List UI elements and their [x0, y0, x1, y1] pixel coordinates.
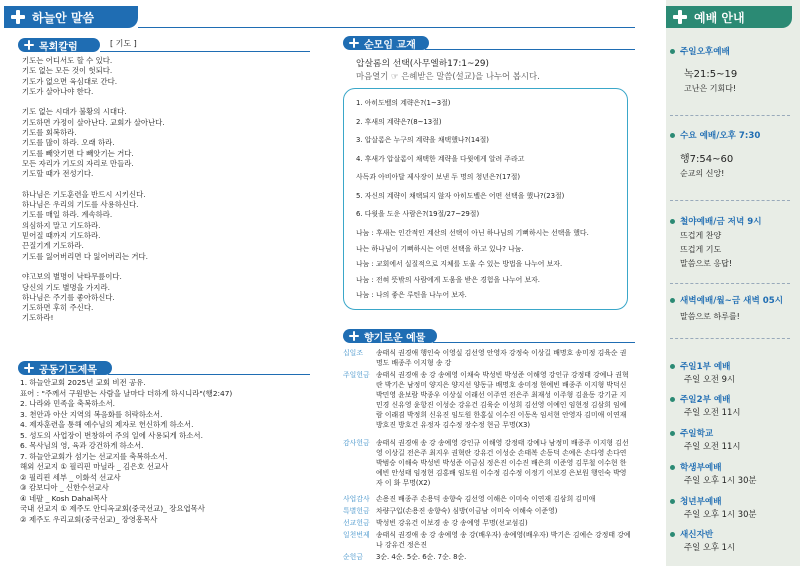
schedule-time: 주일 오후 1시 30분 — [684, 475, 757, 485]
prayer-item: ④ 네팔 _ Kosh Dahal목사 — [20, 493, 108, 503]
column-line: 하나님은 기도훈련을 반드시 시키신다. — [22, 189, 146, 199]
column-body — [22, 56, 165, 324]
service-text: 뜨겁게 찬양 — [680, 231, 722, 240]
column-line: 끈질기게 기도하라. — [22, 241, 84, 251]
plus-icon — [349, 331, 359, 341]
schedule-time: 주일 오후 1시 — [684, 542, 736, 552]
divider — [670, 200, 790, 201]
divider — [670, 115, 790, 116]
plus-icon — [349, 38, 359, 48]
plus-icon — [24, 40, 34, 50]
schedule-time: 주일 오전 9시 — [684, 374, 736, 384]
question-list — [356, 98, 564, 228]
service-text: 고난은 기회다! — [684, 84, 737, 93]
schedule-heading: 주일학교 — [670, 427, 713, 439]
offering-heading-label: 향기로운 예물 — [364, 332, 426, 344]
prayer-heading — [18, 361, 112, 375]
prayer-item: 국내 선교지 ① 제주도 안디옥교회(중국선교)_ 장요엽목사 — [20, 504, 205, 513]
column-line — [22, 262, 165, 272]
plus-icon — [24, 363, 34, 373]
question-item: 사독과 아비아달 제사장이 보낸 두 명의 청년은?(17절) — [356, 173, 521, 181]
sharing-list — [356, 228, 589, 306]
prayer-item: ② 필리핀 세부 _ 이화석 선교사 — [20, 472, 121, 482]
study-title: 압살롬의 선택(사무엘하17:1~29) — [356, 59, 489, 69]
header-rule — [138, 27, 635, 28]
offering-label: 감사헌금 — [343, 439, 370, 447]
service-heading: 새벽예배/월~금 새벽 05시 — [670, 294, 783, 306]
prayer-item: 해외 선교지 ① 필리핀 마닐라 _ 김은호 선교사 — [20, 462, 169, 471]
offering-names: 송태식 권경애 송 강 송예영 이채숙 박성빈 박성준 이해영 강인규 강정태 강예나 권혁란 박기은 남정미 양지은 양지선 양동규 배명호 송미정 한예빈 배종주 이지형 박덕신 박민영 윤보람 박종우 이상실 이래선 이주연 전은주 최재성 이주형 김윤동 강기균 지민경 신유영 윤항진 이성순 강유건 김육순 이성희 김선영 이예인 임현정 김삼희 임예람 이래겸 박정희 신유진 임도원 한홍실 이수진 이동옥 임서현 안영자 김미애 이연재 방호진 방호건 유정자 김수정 장수정 현금 무명(X3) — [376, 371, 629, 429]
column-heading — [18, 38, 100, 52]
offering-names: 손용진 배종주 손용덕 송향숙 김선영 이해은 이미숙 이연재 김삼희 김미애 — [376, 495, 596, 503]
section-title: 하늘안 말씀 — [32, 10, 95, 25]
schedule-time: 주일 오후 1시 30분 — [684, 509, 757, 519]
service-text: 말씀으로 하루를! — [680, 312, 740, 321]
column-line: 기도가 없으면 육심대로 간다. — [22, 76, 118, 86]
column-line — [22, 180, 165, 190]
schedule-time: 주일 오전 11시 — [684, 441, 741, 451]
prayer-item: ② 제주도 우리교회(중국선교)_ 장영흥목사 — [20, 514, 158, 524]
column-line: 기도를 잃어버리면 다 잃어버리는 거다. — [22, 251, 148, 261]
study-rule — [425, 49, 635, 50]
sharing-item: 나눔 : 후새는 인간적인 계산의 선택이 아닌 하나님의 기뻐하시는 선택을 했다. — [356, 229, 589, 237]
offering-label: 선교헌금 — [343, 519, 370, 527]
service-heading: 주일오후예배 — [670, 45, 730, 57]
service-text: 순교의 신앙! — [680, 169, 725, 178]
column-line: 기도는 어디서도 할 수 있다. — [22, 56, 113, 65]
column-line: 기도 없는 시대가 불황의 시대다. — [22, 107, 127, 117]
service-heading: 수요 예배/오후 7:30 — [670, 129, 760, 141]
study-subtitle: 마음열기 ☞ 은혜받은 말씀(설교)을 나누어 봅시다. — [356, 71, 540, 81]
bullet-icon — [670, 465, 675, 470]
prayer-item: 표어 : "주께서 구원받는 사람을 날마다 더하게 하시니라"(행2:47) — [20, 388, 233, 398]
question-item: 4. 후새가 압살롬이 채택한 계략을 다윗에게 알려 주라고 — [356, 154, 525, 163]
prayer-item: 1. 하늘안교회 2025년 교회 비전 공유. — [20, 378, 146, 387]
column-line: 하나님은 우리의 기도를 사용하신다. — [22, 200, 139, 210]
sharing-item: 나는 하나님이 기뻐하시는 어떤 선택을 하고 있나? 나눔. — [356, 244, 524, 253]
column-line: 모든 자리가 기도의 자리로 만들라. — [22, 158, 134, 168]
bullet-icon — [670, 133, 675, 138]
schedule-heading: 주일1부 예배 — [670, 360, 730, 372]
prayer-list — [20, 378, 232, 525]
offering-names: 송태식 권경애 행인숙 이영실 김선영 안영자 강정숙 이상길 배명호 송미정 김육순 권명도 배종주 이지형 송 강 — [376, 349, 627, 367]
question-item: 5. 자신의 계략이 채택되지 않자 아히도벨은 어떤 선택을 했나?(23절) — [356, 191, 565, 200]
column-line: 기도하면 가정이 살아난다. 교회가 살아난다. — [22, 117, 165, 127]
schedule-time: 주일 오전 11시 — [684, 407, 741, 417]
question-item: 2. 후새의 계략은?(8~13절) — [356, 117, 442, 126]
prayer-item: 2. 나라와 민족을 축복하소서. — [20, 399, 115, 408]
schedule-heading: 새신자반 — [670, 528, 713, 540]
column-line: 당신의 기도 별명을 가지라. — [22, 282, 110, 292]
offering-heading — [343, 329, 437, 343]
offering-label: 주일헌금 — [343, 371, 370, 379]
column-tag: [ 기도 ] — [110, 39, 137, 48]
prayer-item: ③ 캄보디아 _ 신한수선교사 — [20, 483, 109, 492]
sharing-item: 나눔 : 나의 좋은 루틴을 나누어 보자. — [356, 291, 467, 299]
prayer-rule — [108, 374, 310, 375]
column-heading-label: 목회칼럼 — [39, 41, 78, 53]
column-line: 기도 없는 모든 것이 헛되다. — [22, 66, 113, 76]
column-line: 기도가 살아나야 한다. — [22, 86, 94, 96]
question-item: 1. 아히도벨의 계략은?(1~3절) — [356, 99, 451, 107]
offering-names: 차량구입(손용진 송향숙) 심방(이금남 이미숙 이해숙 이준영) — [376, 507, 558, 515]
plus-icon — [10, 9, 26, 25]
schedule-heading: 학생부예배 — [670, 461, 722, 473]
section-header — [4, 6, 138, 28]
offering-names: 송태식 권경애 송 강 송예영 송 강(배우자) 송예영(배우자) 박기은 김예슨 강정태 강예나 강유건 정은진 — [376, 531, 631, 549]
bullet-icon — [670, 298, 675, 303]
service-text: 뜨겁게 기도 — [680, 245, 722, 254]
column-line: 기도할 때가 전성기다. — [22, 169, 94, 179]
service-text: 말씀으로 응답! — [680, 259, 733, 268]
column-line: 믿어질 때까지 기도하라. — [22, 231, 101, 241]
schedule-heading: 청년부예배 — [670, 495, 722, 507]
offering-label: 십일조 — [343, 349, 363, 357]
prayer-heading-label: 공동기도제목 — [39, 364, 97, 376]
bullet-icon — [670, 219, 675, 224]
offering-rule — [433, 342, 635, 343]
bullet-icon — [670, 364, 675, 369]
bullet-icon — [670, 397, 675, 402]
column-line: 기도를 빼앗기면 다 빼앗기는 거다. — [22, 148, 134, 158]
plus-icon — [672, 9, 688, 25]
bullet-icon — [670, 499, 675, 504]
offering-label: 일천번제 — [343, 531, 370, 539]
service-heading: 철야예배/금 저녁 9시 — [670, 215, 762, 227]
question-item: 6. 다윗을 도운 사람은?(19절/27~29절) — [356, 210, 480, 218]
column-line: 의심하지 말고 기도하라. — [22, 220, 101, 230]
study-heading — [343, 36, 429, 50]
column-line: 기도하면 후히 주신다. — [22, 303, 94, 313]
offering-label: 특별헌금 — [343, 507, 370, 515]
column-line: 기도를 회복하라. — [22, 128, 77, 138]
question-item: 3. 압살롬은 누구의 계략을 채택했나?(14절) — [356, 136, 489, 144]
schedule-heading: 주일2부 예배 — [670, 393, 730, 405]
study-heading-label: 순모임 교재 — [364, 39, 416, 51]
offering-names: 송태식 권경애 송 강 송예영 강인규 이해영 강정태 강예나 남정미 배종주 이지형 김선영 이상길 전은주 최지우 권혁란 강유건 이성순 손태복 손동덕 손예은 손다영 손다연 박범승 이해숙 박성빈 박성준 이금심 정은진 이수진 배은희 이준영 김무철 이수현 한예빈 안성태 임정현 김홍배 임도원 이수정 김수정 이정기 이보경 은보원 행인숙 박영자 이 화 무명(X2) — [376, 439, 629, 487]
prayer-item: 4. 제자훈련을 통해 예수님의 제자로 헌신하게 하소서. — [20, 420, 194, 429]
column-rule — [100, 51, 310, 52]
offering-label: 사업감사 — [343, 495, 370, 503]
column-line: 야고보의 별명이 낙타무릎이다. — [22, 272, 122, 282]
sidebar-header — [666, 6, 792, 28]
bullet-icon — [670, 431, 675, 436]
bullet-icon — [670, 532, 675, 537]
sharing-item: 나눔 : 교회에서 실질적으로 지체를 도울 수 있는 방법을 나누어 보자. — [356, 260, 563, 268]
offering-names: 3순. 4순. 5순. 6순. 7순. 8순. — [376, 553, 467, 561]
service-text: 행7:54~60 — [680, 154, 734, 165]
column-line: 하나님은 주기를 좋아하신다. — [22, 292, 115, 302]
column-line: 기도를 매일 하라. 계속하라. — [22, 210, 113, 220]
prayer-item: 7. 하늘안교회가 섬기는 선교지를 축복하소서. — [20, 451, 168, 461]
divider — [670, 338, 790, 339]
sharing-item: 나눔 : 전혀 뜻밖의 사람에게 도움을 받은 경험을 나누어 보자. — [356, 275, 540, 284]
service-text: 녹21:5~19 — [684, 69, 738, 80]
prayer-item: 3. 천안과 아산 지역의 복음화를 허락하소서. — [20, 409, 163, 419]
prayer-item: 5. 성도의 사업장이 번창하여 주의 일에 사용되게 하소서. — [20, 430, 203, 440]
offering-names: 박성빈 강유건 이보경 송 강 송예영 무명(선교섬김) — [376, 519, 528, 527]
bullet-icon — [670, 49, 675, 54]
column-line: 기도를 많이 하라. 오래 하라. — [22, 138, 115, 148]
divider — [670, 283, 790, 284]
column-line: 기도하라! — [22, 313, 54, 323]
offering-label: 순헌금 — [343, 553, 363, 561]
column-line — [22, 97, 165, 107]
sidebar-title: 예배 안내 — [694, 10, 745, 25]
prayer-item: 6. 목사님의 영, 육과 강건하게 하소서. — [20, 441, 144, 450]
